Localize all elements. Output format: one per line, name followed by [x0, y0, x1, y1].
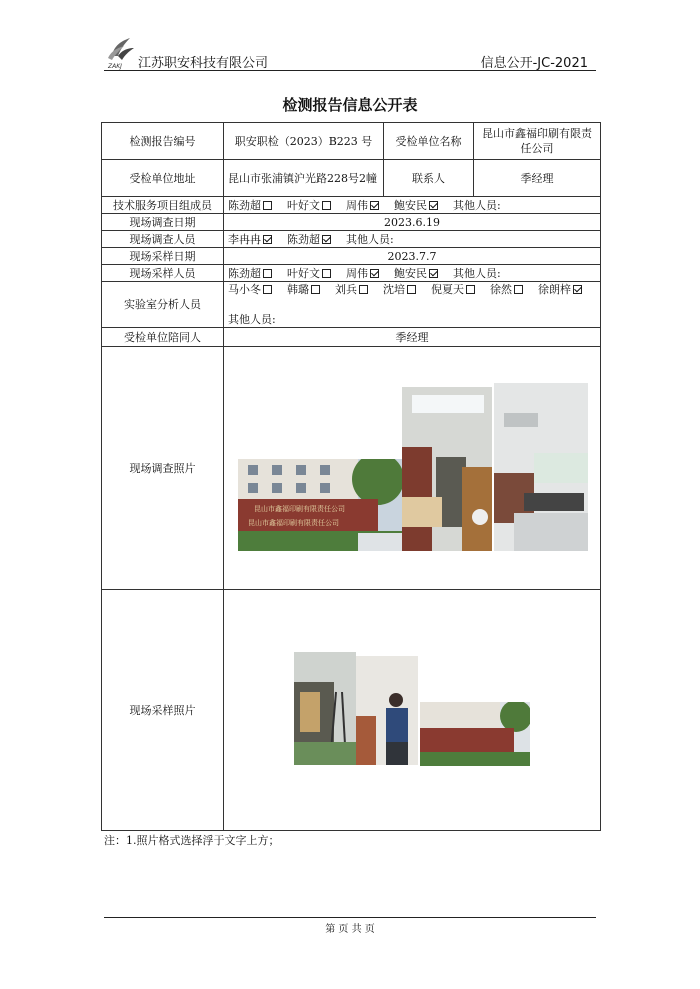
person-name: 周伟: [346, 198, 368, 212]
survey-photo-label: 现场调查照片: [102, 347, 224, 590]
unchecked-box-icon: [359, 285, 368, 294]
svg-text:昆山市鑫福印刷有限责任公司: 昆山市鑫福印刷有限责任公司: [248, 519, 339, 527]
checked-box-icon: [573, 285, 582, 294]
company-logo-icon: [104, 34, 138, 70]
person-name: 倪夏天: [431, 283, 464, 296]
checked-box-icon: [429, 201, 438, 210]
survey-date-label: 现场调查日期: [102, 214, 224, 231]
footnote: 注：1.照片格式选择浮于文字上方；: [104, 834, 280, 847]
person-name: 沈培: [383, 283, 405, 296]
info-table: [101, 122, 601, 831]
unchecked-box-icon: [407, 285, 416, 294]
contact-label: 联系人: [384, 160, 474, 197]
tech-members-label: 技术服务项目组成员: [102, 197, 224, 214]
sample-photo-label: 现场采样照片: [102, 590, 224, 831]
checked-box-icon: [370, 201, 379, 210]
person-name: 陈劲超: [228, 198, 261, 212]
checked-box-icon: [263, 235, 272, 244]
address-label: 受检单位地址: [102, 160, 224, 197]
unchecked-box-icon: [263, 201, 272, 210]
sample-photo-machine: [294, 652, 356, 765]
person-name: 徐然: [490, 283, 512, 296]
person-name: 鲍安民: [394, 198, 427, 212]
person-name: 徐朗梓: [538, 283, 571, 296]
contact-value: 季经理: [474, 160, 601, 197]
sample-people-label: 现场采样人员: [102, 265, 224, 282]
svg-text:昆山市鑫福印刷有限责任公司: 昆山市鑫福印刷有限责任公司: [254, 505, 345, 513]
tech-members-value: 陈劲超 叶好文 周伟 鲍安民 其他人员:: [224, 197, 601, 214]
footer-divider: [104, 917, 596, 918]
sample-photo-worker: [356, 656, 418, 765]
header-divider: [104, 70, 596, 71]
unit-name-value: 昆山市鑫福印刷有限责任公司: [474, 123, 601, 160]
sample-date-value: 2023.7.7: [224, 248, 601, 265]
svg-text:ZAKJ: ZAKJ: [108, 63, 122, 70]
survey-people-value: 李冉冉 陈劲超 其他人员:: [224, 231, 601, 248]
report-no-value: 职安职检（2023）B223 号: [224, 123, 384, 160]
person-name: 叶好文: [287, 198, 320, 212]
lab-analysts-label: 实验室分析人员: [102, 282, 224, 328]
survey-date-value: 2023.6.19: [224, 214, 601, 231]
person-name: 鲍安民: [394, 266, 427, 280]
companion-label: 受检单位陪同人: [102, 328, 224, 347]
unchecked-box-icon: [263, 285, 272, 294]
companion-value: 季经理: [224, 328, 601, 347]
checked-box-icon: [429, 269, 438, 278]
report-no-label: 检测报告编号: [102, 123, 224, 160]
person-name: 韩璐: [287, 283, 309, 296]
person-name: 马小冬: [228, 283, 261, 296]
checked-box-icon: [322, 235, 331, 244]
person-name: 刘兵: [335, 283, 357, 296]
sample-photo-building: [420, 702, 530, 766]
person-name: 陈劲超: [287, 232, 320, 246]
company-name: 江苏职安科技有限公司: [138, 56, 269, 71]
sample-date-label: 现场采样日期: [102, 248, 224, 265]
unchecked-box-icon: [322, 269, 331, 278]
unchecked-box-icon: [466, 285, 475, 294]
survey-photo-workshop: [402, 387, 492, 551]
document-number: 信息公开-JC-2021: [480, 56, 588, 71]
sample-photo-cell: [224, 590, 601, 831]
person-name: 陈劲超: [228, 266, 261, 280]
unchecked-box-icon: [322, 201, 331, 210]
unchecked-box-icon: [311, 285, 320, 294]
person-name: 李冉冉: [228, 232, 261, 246]
sample-people-value: 陈劲超 叶好文 周伟 鲍安民 其他人员:: [224, 265, 601, 282]
address-value: 昆山市张浦镇沪光路228号2幢: [224, 160, 384, 197]
survey-photo-cell: [224, 347, 601, 590]
survey-photo-office: [494, 383, 588, 551]
checked-box-icon: [370, 269, 379, 278]
unchecked-box-icon: [514, 285, 523, 294]
page-header: [104, 34, 594, 70]
person-name: 周伟: [346, 266, 368, 280]
unchecked-box-icon: [263, 269, 272, 278]
page-footer: 第 页 共 页: [325, 924, 375, 935]
person-name: 叶好文: [287, 266, 320, 280]
survey-people-label: 现场调查人员: [102, 231, 224, 248]
lab-analysts-value: 马小冬 韩璐 刘兵 沈培 倪夏天 徐然 徐朗梓 其他人员:: [224, 282, 601, 328]
survey-photo-building: [238, 459, 402, 551]
page-title: 检测报告信息公开表: [282, 96, 418, 114]
unit-name-label: 受检单位名称: [384, 123, 474, 160]
